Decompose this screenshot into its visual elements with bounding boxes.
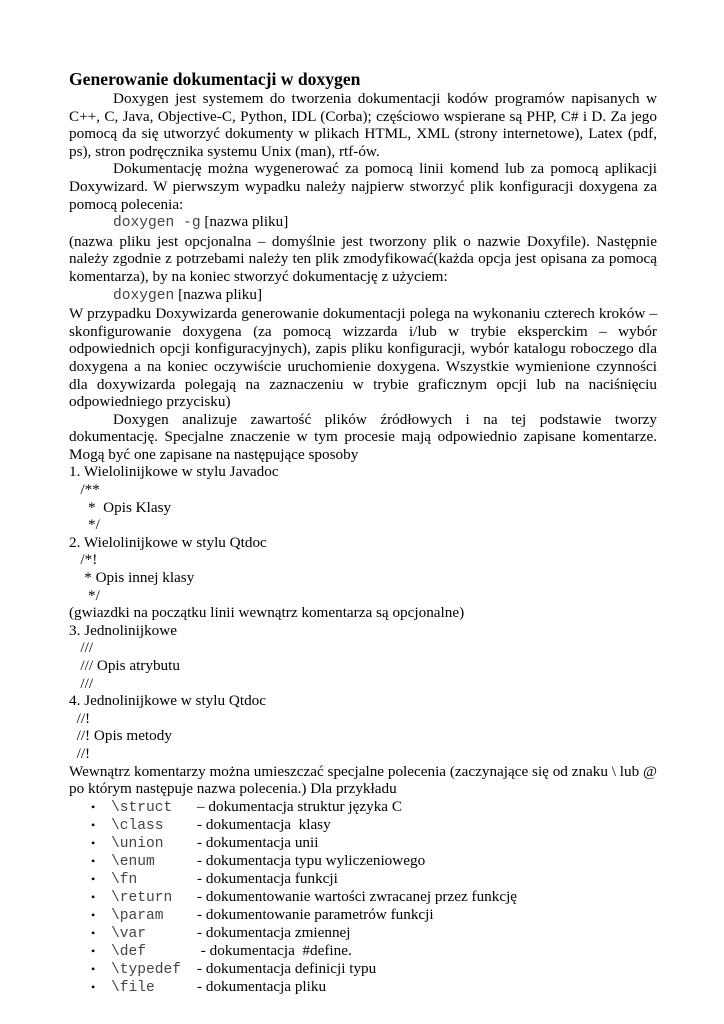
command-description: - dokumentacja unii (197, 833, 319, 851)
list-item (91, 978, 657, 996)
list-item (91, 852, 657, 870)
command-description: - dokumentacja definicji typu (197, 959, 377, 977)
bullet-icon: • (91, 817, 96, 832)
commands-list (69, 798, 657, 996)
bullet-icon: • (91, 979, 96, 994)
bullet-icon: • (91, 943, 96, 958)
list-item (91, 816, 657, 834)
after-command-paragraph: (nazwa pliku jest opcjonalna – domyślnie jest tworzony plik o nazwie Doxyfile). Następnie należy zgodnie z potrzebami należy ten plik zmodyfikować(każda opcja jest opisana za pomocą komentarza), by na koniec stworzyć dokumentację z użyciem: (69, 232, 657, 285)
comment-style-2-note: (gwiazdki na początku linii wewnątrz komentarza są opcjonalne) (69, 604, 465, 622)
bullet-icon: • (91, 835, 96, 850)
comment-style-4-title: 4. Jednolinijkowe w stylu Qtdoc (69, 692, 266, 710)
list-item (91, 888, 657, 906)
command-name: \struct (111, 799, 173, 816)
analysis-paragraph: Doxygen analizuje zawartość plików źródłowych i na tej podstawie tworzy dokumentację. Specjalne znaczenie w tym procesie mają odpowiednio zapisane komentarze. Mogą być one zapisane na następujące sposoby (69, 410, 657, 463)
page-title: Generowanie dokumentacji w doxygen (69, 69, 361, 89)
command-line-2 (69, 286, 657, 306)
list-item (91, 960, 657, 978)
command-name: \typedef (111, 961, 182, 978)
command-name: \fn (111, 871, 138, 888)
bullet-icon: • (91, 871, 96, 886)
comment-style-3-title: 3. Jednolinijkowe (69, 621, 177, 639)
command-description: - dokumentowanie parametrów funkcji (197, 905, 434, 923)
list-item (91, 906, 657, 924)
comment-style-1-example: /** * Opis Klasy */ (80, 481, 172, 534)
comment-style-3-example: /// /// Opis atrybutu /// (80, 639, 180, 692)
command-description: - dokumentacja zmiennej (197, 923, 351, 941)
command-name: \enum (111, 853, 155, 870)
command-name: \class (111, 817, 164, 834)
list-item (91, 834, 657, 852)
commands-intro-paragraph: Wewnątrz komentarzy można umieszczać specjalne polecenia (zaczynające się od znaku \ lub @ po którym następuje nazwa polecenia.) Dla przykładu (69, 762, 657, 798)
comment-style-2-title: 2. Wielolinijkowe w stylu Qtdoc (69, 533, 267, 551)
bullet-icon: • (91, 925, 96, 940)
document-page (69, 68, 657, 996)
intro-paragraph: Doxygen jest systemem do tworzenia dokumentacji kodów programów napisanych w C++, C, Java, Objective-C, Python, IDL (Corba); częściowo wspierane są PHP, C# i D. Za jego pomocą da się utworzyć dokumenty w plikach HTML, XML (strony internetowe), Latex (pdf, ps), stron podręcznika systemu Unix (man), rtf-ów. (69, 90, 657, 160)
comment-style-4-example: //! //! Opis metody //! (76, 709, 172, 762)
command-description: - dokumentacja funkcji (197, 869, 338, 887)
command-description: - dokumentacja pliku (197, 977, 327, 995)
comment-style-1-title: 1. Wielolinijkowe w stylu Javadoc (69, 463, 279, 481)
command-description: – dokumentacja struktur języka C (197, 797, 402, 815)
list-item (91, 870, 657, 888)
bullet-icon: • (91, 889, 96, 904)
command-name: \var (111, 925, 147, 942)
list-item (91, 924, 657, 942)
command-name: \param (111, 907, 164, 924)
command-code: doxygen (113, 287, 175, 304)
generation-paragraph: Dokumentację można wygenerować za pomocą linii komend lub za pomocą aplikacji Doxywizard. W pierwszym wypadku należy najpierw stworzyć plik konfiguracji doxygena za pomocą polecenia: (69, 160, 657, 213)
command-name: \file (111, 979, 155, 996)
bullet-icon: • (91, 799, 96, 814)
command-name: \def (111, 943, 147, 960)
command-name: \union (111, 835, 164, 852)
wizard-paragraph: W przypadku Doxywizarda generowanie dokumentacji polega na wykonaniu czterech kroków – skonfigurowanie doxygena (za pomocą wizzarda i/lub w trybie eksperckim – wybór odpowiednich opcji konfiguracyjnych), zapis pliku konfiguracji, wybór katalogu roboczego dla doxygena a na koniec oczywiście uruchomienie doxygena. Wszystkie wymienione czynności dla doxywizarda polegają na zaznaczeniu w trybie graficznym opcji lub na naciśnięciu odpowiedniego przycisku) (69, 305, 657, 411)
list-item (91, 942, 657, 960)
bullet-icon: • (91, 961, 96, 976)
command-description: - dokumentacja #define. (197, 941, 352, 959)
command-description: - dokumentacja klasy (197, 815, 331, 833)
command-arg: [nazwa pliku] (174, 285, 263, 303)
list-item (91, 798, 657, 816)
bullet-icon: • (91, 907, 96, 922)
command-description: - dokumentacja typu wyliczeniowego (197, 851, 426, 869)
command-arg: [nazwa pliku] (200, 213, 289, 231)
command-line-1 (69, 213, 657, 233)
command-name: \return (111, 889, 173, 906)
comment-style-2-example: /*! * Opis innej klasy */ (80, 551, 195, 604)
command-description: - dokumentowanie wartości zwracanej przez funkcję (197, 887, 518, 905)
command-code: doxygen -g (113, 215, 201, 232)
bullet-icon: • (91, 853, 96, 868)
